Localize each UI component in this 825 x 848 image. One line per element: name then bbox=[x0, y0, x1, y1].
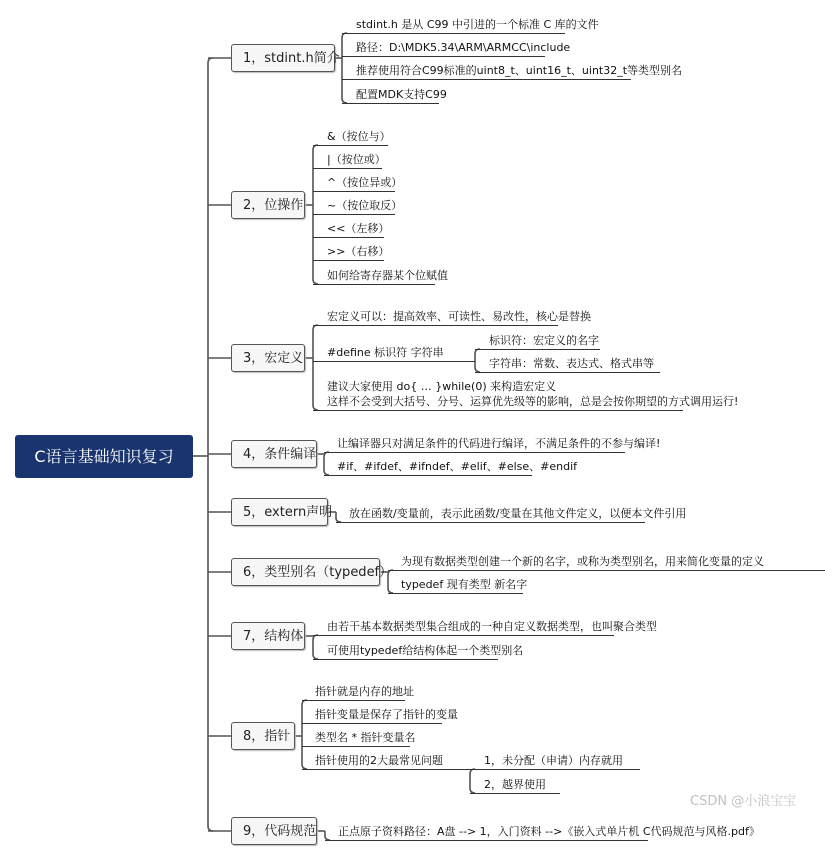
leaf-text: 指针就是内存的地址 bbox=[315, 685, 414, 698]
leaf-item[interactable] bbox=[313, 220, 390, 238]
leaf-item[interactable] bbox=[336, 505, 687, 523]
leaf-item[interactable] bbox=[388, 553, 825, 571]
leaf-item[interactable] bbox=[313, 642, 524, 660]
topic-node-1[interactable]: 1，stdint.h简介 bbox=[231, 44, 335, 72]
topic-node-3[interactable]: 3，宏定义 bbox=[231, 344, 305, 372]
leaf-text: ~（按位取反） bbox=[327, 199, 403, 212]
leaf-text: stdint.h 是从 C99 中引进的一个标准 C 库的文件 bbox=[356, 18, 599, 31]
leaf-item[interactable] bbox=[313, 375, 739, 411]
leaf-text: 让编译器只对满足条件的代码进行编译，不满足条件的不参与编译! bbox=[337, 437, 661, 450]
topic-node-9[interactable]: 9，代码规范 bbox=[231, 817, 317, 845]
leaf-item[interactable] bbox=[313, 344, 475, 362]
leaf-item[interactable] bbox=[342, 86, 447, 104]
sub-leaf-item[interactable] bbox=[475, 355, 660, 373]
leaf-text-line2: 这样不会受到大括号、分号、运算优先级等的影响，总是会按你期望的方式调用运行! bbox=[327, 395, 739, 408]
leaf-item[interactable] bbox=[313, 267, 448, 285]
leaf-text: 路径：D:\MDK5.34\ARM\ARMCC\include bbox=[356, 41, 571, 54]
leaf-item[interactable] bbox=[342, 39, 571, 57]
leaf-text: 配置MDK支持C99 bbox=[356, 88, 447, 101]
sub-leaf-item[interactable] bbox=[470, 776, 560, 794]
leaf-item[interactable] bbox=[313, 243, 390, 261]
topic-node-6[interactable]: 6，类型别名（typedef） bbox=[231, 558, 380, 586]
leaf-item[interactable] bbox=[302, 683, 414, 701]
leaf-item[interactable] bbox=[302, 706, 458, 724]
leaf-text: 指针变量是保存了指针的变量 bbox=[315, 708, 458, 721]
trunk-line bbox=[208, 58, 213, 831]
leaf-item[interactable] bbox=[313, 128, 391, 146]
leaf-item[interactable] bbox=[313, 151, 386, 169]
topic-node-5[interactable]: 5，extern声明 bbox=[231, 498, 328, 526]
leaf-item[interactable] bbox=[342, 16, 599, 34]
leaf-item[interactable] bbox=[313, 174, 403, 192]
leaf-item[interactable] bbox=[302, 752, 470, 770]
leaf-text: <<（左移） bbox=[327, 222, 390, 235]
topic-node-7[interactable]: 7，结构体 bbox=[231, 622, 305, 650]
leaf-text: 标识符：宏定义的名字 bbox=[489, 334, 599, 347]
leaf-item[interactable] bbox=[324, 458, 578, 476]
leaf-text: 放在函数/变量前，表示此函数/变量在其他文件定义，以便本文件引用 bbox=[349, 507, 687, 520]
leaf-item[interactable] bbox=[313, 308, 591, 326]
leaf-text: 推荐使用符合C99标准的uint8_t、uint16_t、uint32_t等类型别名 bbox=[356, 64, 683, 77]
topic-node-8[interactable]: 8，指针 bbox=[231, 722, 295, 750]
root-node[interactable]: C语言基础知识复习 bbox=[15, 435, 193, 478]
leaf-item[interactable] bbox=[388, 576, 528, 594]
leaf-text: ^（按位异或） bbox=[327, 176, 403, 189]
leaf-item[interactable] bbox=[313, 197, 403, 215]
leaf-text: 2，越界使用 bbox=[484, 778, 546, 791]
leaf-text: 可使用typedef给结构体起一个类型别名 bbox=[327, 644, 524, 657]
sub-leaf-item[interactable] bbox=[470, 752, 640, 770]
leaf-item[interactable] bbox=[325, 823, 760, 841]
leaf-text: |（按位或） bbox=[327, 153, 386, 166]
leaf-text: &（按位与） bbox=[327, 130, 391, 143]
leaf-text: 为现有数据类型创建一个新的名字，或称为类型别名，用来简化变量的定义 bbox=[401, 555, 764, 568]
leaf-text: 如何给寄存器某个位赋值 bbox=[327, 269, 448, 282]
topic-node-2[interactable]: 2，位操作 bbox=[231, 191, 305, 219]
leaf-text: #define 标识符 字符串 bbox=[327, 346, 444, 359]
leaf-text: 1，未分配（申请）内存就用 bbox=[484, 754, 623, 767]
leaf-text: 指针使用的2大最常见问题 bbox=[315, 754, 443, 767]
leaf-text: 正点原子资料路径：A盘 --> 1，入门资料 -->《嵌入式单片机 C代码规范与风格.pdf》 bbox=[338, 825, 760, 838]
leaf-text: 类型名 * 指针变量名 bbox=[315, 731, 416, 744]
leaf-item[interactable] bbox=[302, 729, 416, 747]
sub-leaf-item[interactable] bbox=[475, 332, 600, 350]
topic-node-4[interactable]: 4，条件编译 bbox=[231, 440, 317, 468]
leaf-item[interactable] bbox=[324, 435, 661, 453]
leaf-text: #if、#ifdef、#ifndef、#elif、#else、#endif bbox=[337, 460, 578, 473]
leaf-text: >>（右移） bbox=[327, 245, 390, 258]
leaf-item[interactable] bbox=[313, 618, 657, 636]
watermark: CSDN @小浪宝宝 bbox=[690, 794, 797, 809]
leaf-text: 宏定义可以：提高效率、可读性、易改性，核心是替换 bbox=[327, 310, 591, 323]
leaf-text: 建议大家使用 do{ … }while(0) 来构造宏定义 bbox=[327, 380, 557, 393]
leaf-item[interactable] bbox=[342, 62, 683, 80]
leaf-text: 由若干基本数据类型集合组成的一种自定义数据类型，也叫聚合类型 bbox=[327, 620, 657, 633]
leaf-text: 字符串：常数、表达式、格式串等 bbox=[489, 357, 654, 370]
leaf-text: typedef 现有类型 新名字 bbox=[401, 578, 528, 591]
